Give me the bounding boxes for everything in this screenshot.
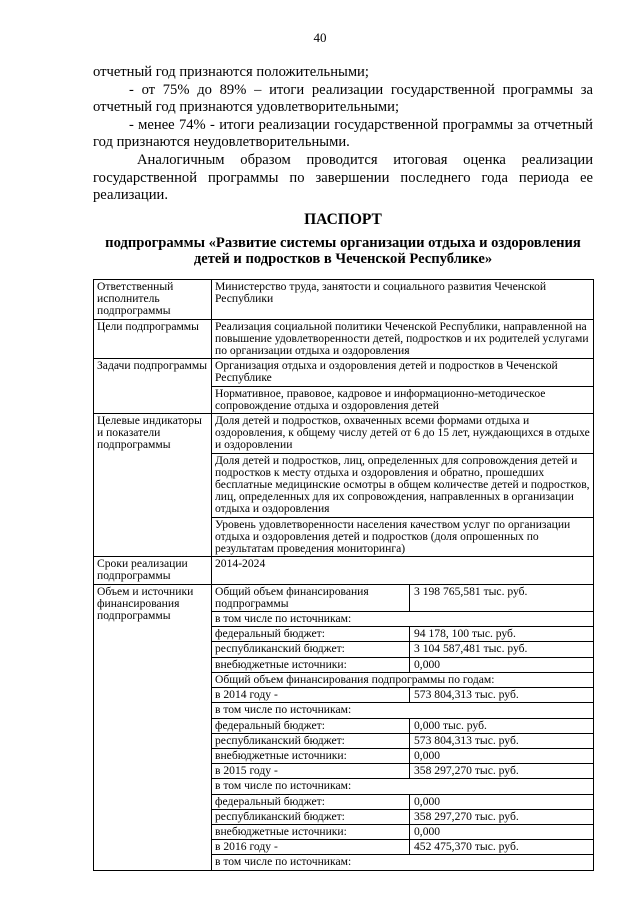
row-value: Уровень удовлетворенности населения качеством услуг по организации отдыха и оздоровления детей и подростков (доля опрошенных по результатам проведения мониторинга): [212, 517, 594, 557]
intro-paragraph-1: отчетный год признаются положительными;: [93, 64, 369, 80]
table-row: [94, 280, 594, 320]
table-row: [94, 855, 594, 870]
finance-amount: 0,000: [410, 794, 594, 809]
row-value: Реализация социальной политики Чеченской Республики, направленной на повышение удовлетворенности детей, подростков и их родителей услугами по организации отдыха и оздоровления: [212, 319, 594, 359]
row-label: [94, 855, 212, 870]
finance-amount: 573 804,313 тыс. руб.: [410, 733, 594, 748]
finance-label: внебюджетные источники:: [212, 657, 410, 672]
finance-label: в том числе по источникам:: [212, 612, 594, 627]
finance-amount: 0,000: [410, 748, 594, 763]
finance-amount: 0,000: [410, 657, 594, 672]
finance-label: республиканский бюджет:: [212, 733, 410, 748]
table-row: [94, 414, 594, 454]
row-label: Сроки реализации подпрограммы: [94, 557, 212, 584]
finance-label: в 2016 году -: [212, 840, 410, 855]
table-row: [94, 359, 594, 386]
row-value: Доля детей и подростков, лиц, определенных для сопровождения детей и подростков к месту отдыха и оздоровления и обратно, прошедших бесплатные медицинские осмотры в общем количестве детей и подростков, лиц, определенных для их сопровождения, направленных в организации отдыха и оздоровления: [212, 453, 594, 517]
finance-amount: 3 104 587,481 тыс. руб.: [410, 642, 594, 657]
passport-table: [93, 279, 594, 871]
row-label: Цели подпрограммы: [94, 319, 212, 359]
finance-amount: 0,000: [410, 824, 594, 839]
row-value: Министерство труда, занятости и социального развития Чеченской Республики: [212, 280, 594, 320]
row-label: Целевые индикаторы и показатели подпрограммы: [94, 414, 212, 557]
intro-text: [93, 64, 593, 205]
finance-label: федеральный бюджет:: [212, 794, 410, 809]
finance-label: в том числе по источникам:: [212, 855, 594, 870]
finance-label: в 2015 году -: [212, 764, 410, 779]
finance-label: в том числе по источникам:: [212, 703, 594, 718]
finance-label: в том числе по источникам:: [212, 779, 594, 794]
finance-label: федеральный бюджет:: [212, 718, 410, 733]
finance-amount: 0,000 тыс. руб.: [410, 718, 594, 733]
table-row: [94, 584, 594, 611]
row-label: Задачи подпрограммы: [94, 359, 212, 414]
intro-paragraph-3: - менее 74% - итоги реализации государственной программы за отчетный год признаются неудовлетворительными.: [93, 116, 593, 151]
finance-amount: 452 475,370 тыс. руб.: [410, 840, 594, 855]
row-value: Нормативное, правовое, кадровое и информационно-методическое сопровождение отдыха и оздоровления детей: [212, 386, 594, 413]
finance-amount: 358 297,270 тыс. руб.: [410, 809, 594, 824]
table-row: [94, 557, 594, 584]
finance-label: республиканский бюджет:: [212, 809, 410, 824]
finance-label: республиканский бюджет:: [212, 642, 410, 657]
row-value: Организация отдыха и оздоровления детей и подростков в Чеченской Республике: [212, 359, 594, 386]
finance-label: Общий объем финансирования подпрограммы по годам:: [212, 672, 594, 687]
finance-label: внебюджетные источники:: [212, 748, 410, 763]
finance-label: в 2014 году -: [212, 688, 410, 703]
finance-amount: 573 804,313 тыс. руб.: [410, 688, 594, 703]
intro-paragraph-2: - от 75% до 89% – итоги реализации государственной программы за отчетный год признаются удовлетворительными;: [93, 81, 593, 116]
table-row: [94, 319, 594, 359]
row-value: 2014-2024: [212, 557, 594, 584]
page-number: 40: [313, 30, 327, 45]
finance-label: внебюджетные источники:: [212, 824, 410, 839]
row-label: Ответственный исполнитель подпрограммы: [94, 280, 212, 320]
row-label: Объем и источники финансирования подпрограммы: [94, 584, 212, 855]
finance-amount: 3 198 765,581 тыс. руб.: [410, 584, 594, 611]
passport-title: ПАСПОРТ: [304, 211, 382, 228]
finance-label: Общий объем финансирования подпрограммы: [212, 584, 410, 611]
passport-heading: [93, 212, 593, 267]
row-value: Доля детей и подростков, охваченных всеми формами отдыха и оздоровления, к общему числу детей от 6 до 15 лет, нуждающихся в отдыхе и оздоровлении: [212, 414, 594, 454]
passport-subtitle: подпрограммы «Развитие системы организации отдыха и оздоровления детей и подростков в Чеченской Республике»: [105, 235, 581, 267]
finance-amount: 94 178, 100 тыс. руб.: [410, 627, 594, 642]
intro-paragraph-4: Аналогичным образом проводится итоговая оценка реализации государственной программы по завершении последнего года периода ее реализации.: [93, 151, 593, 204]
finance-label: федеральный бюджет:: [212, 627, 410, 642]
finance-amount: 358 297,270 тыс. руб.: [410, 764, 594, 779]
